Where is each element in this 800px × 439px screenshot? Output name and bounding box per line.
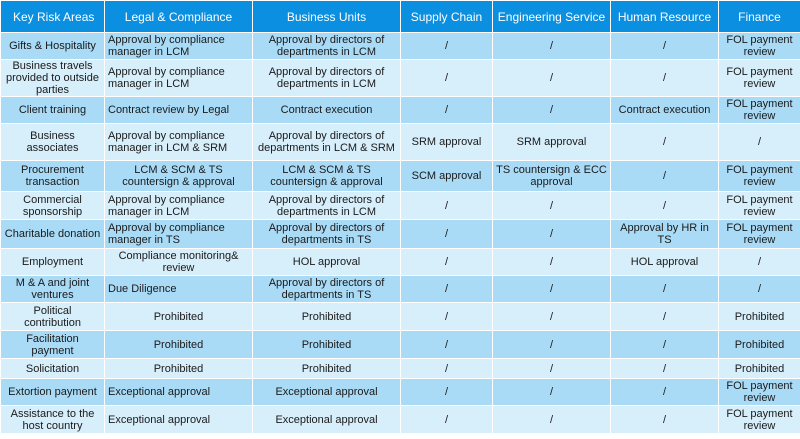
header-engineering-service: Engineering Service [493,1,611,33]
cell-legal-compliance: Due Diligence [105,276,253,303]
cell-engineering-service: / [493,379,611,406]
cell-finance: FOL payment review [719,220,800,249]
cell-business-units: Prohibited [253,331,401,359]
cell-engineering-service: / [493,220,611,249]
cell-business-units: Exceptional approval [253,406,401,434]
cell-human-resource: / [611,359,719,379]
table-row [1,97,800,124]
cell-business-units: Prohibited [253,303,401,331]
cell-supply-chain: / [401,331,493,359]
cell-human-resource: / [611,303,719,331]
cell-risk-area: Assistance to the host country [1,406,105,434]
cell-supply-chain: / [401,379,493,406]
table-row [1,161,800,192]
cell-engineering-service: / [493,331,611,359]
cell-supply-chain: / [401,220,493,249]
cell-supply-chain: SRM approval [401,124,493,161]
cell-legal-compliance: Approval by compliance manager in TS [105,220,253,249]
cell-supply-chain: / [401,33,493,60]
cell-human-resource: / [611,331,719,359]
cell-risk-area: Procurement transaction [1,161,105,192]
cell-business-units: Approval by directors of departments in TS [253,276,401,303]
cell-engineering-service: / [493,33,611,60]
cell-legal-compliance: Approval by compliance manager in LCM & SRM [105,124,253,161]
table-row [1,359,800,379]
header-supply-chain: Supply Chain [401,1,493,33]
cell-finance: FOL payment review [719,60,800,97]
cell-legal-compliance: Contract review by Legal [105,97,253,124]
cell-engineering-service: SRM approval [493,124,611,161]
cell-human-resource: / [611,276,719,303]
cell-legal-compliance: LCM & SCM & TS countersign & approval [105,161,253,192]
cell-supply-chain: / [401,97,493,124]
cell-risk-area: M & A and joint ventures [1,276,105,303]
header-human-resource: Human Resource [611,1,719,33]
header-business-units: Business Units [253,1,401,33]
cell-risk-area: Business associates [1,124,105,161]
cell-risk-area: Commercial sponsorship [1,192,105,220]
cell-risk-area: Business travels provided to outside parties [1,60,105,97]
cell-legal-compliance: Prohibited [105,359,253,379]
cell-human-resource: / [611,124,719,161]
cell-engineering-service: / [493,303,611,331]
cell-business-units: HOL approval [253,249,401,276]
cell-business-units: Exceptional approval [253,379,401,406]
cell-finance: / [719,249,800,276]
cell-risk-area: Gifts & Hospitality [1,33,105,60]
cell-risk-area: Extortion payment [1,379,105,406]
cell-supply-chain: / [401,249,493,276]
cell-supply-chain: / [401,406,493,434]
table-row [1,124,800,161]
cell-finance: FOL payment review [719,161,800,192]
cell-legal-compliance: Compliance monitoring& review [105,249,253,276]
cell-risk-area: Charitable donation [1,220,105,249]
table-row [1,379,800,406]
cell-business-units: Prohibited [253,359,401,379]
table-row [1,331,800,359]
table-row [1,220,800,249]
cell-supply-chain: SCM approval [401,161,493,192]
table-row [1,192,800,220]
cell-supply-chain: / [401,192,493,220]
cell-human-resource: / [611,406,719,434]
cell-business-units: Approval by directors of departments in LCM [253,33,401,60]
cell-human-resource: / [611,60,719,97]
cell-finance: FOL payment review [719,33,800,60]
cell-legal-compliance: Approval by compliance manager in LCM [105,60,253,97]
cell-finance: / [719,124,800,161]
cell-engineering-service: TS countersign & ECC approval [493,161,611,192]
cell-risk-area: Political contribution [1,303,105,331]
header-key-risk-areas: Key Risk Areas [1,1,105,33]
cell-engineering-service: / [493,359,611,379]
cell-legal-compliance: Exceptional approval [105,379,253,406]
cell-finance: Prohibited [719,331,800,359]
cell-finance: FOL payment review [719,192,800,220]
cell-engineering-service: / [493,192,611,220]
cell-supply-chain: / [401,359,493,379]
cell-human-resource: / [611,192,719,220]
cell-legal-compliance: Prohibited [105,331,253,359]
cell-finance: Prohibited [719,303,800,331]
cell-risk-area: Solicitation [1,359,105,379]
cell-engineering-service: / [493,249,611,276]
table-header-row [1,1,800,33]
cell-supply-chain: / [401,276,493,303]
cell-legal-compliance: Approval by compliance manager in LCM [105,192,253,220]
cell-engineering-service: / [493,60,611,97]
cell-finance: / [719,276,800,303]
cell-supply-chain: / [401,303,493,331]
table-row [1,406,800,434]
cell-risk-area: Client training [1,97,105,124]
cell-legal-compliance: Approval by compliance manager in LCM [105,33,253,60]
cell-business-units: Approval by directors of departments in LCM [253,192,401,220]
cell-human-resource: HOL approval [611,249,719,276]
cell-legal-compliance: Exceptional approval [105,406,253,434]
cell-human-resource: / [611,33,719,60]
cell-human-resource: Approval by HR in TS [611,220,719,249]
cell-risk-area: Facilitation payment [1,331,105,359]
cell-business-units: Approval by directors of departments in TS [253,220,401,249]
table-row [1,303,800,331]
cell-human-resource: Contract execution [611,97,719,124]
cell-business-units: Contract execution [253,97,401,124]
cell-finance: FOL payment review [719,406,800,434]
cell-finance: Prohibited [719,359,800,379]
cell-engineering-service: / [493,276,611,303]
cell-risk-area: Employment [1,249,105,276]
cell-human-resource: / [611,161,719,192]
table-row [1,276,800,303]
header-finance: Finance [719,1,800,33]
cell-legal-compliance: Prohibited [105,303,253,331]
cell-engineering-service: / [493,406,611,434]
header-legal-compliance: Legal & Compliance [105,1,253,33]
cell-supply-chain: / [401,60,493,97]
table-row [1,33,800,60]
cell-business-units: Approval by directors of departments in LCM [253,60,401,97]
cell-business-units: LCM & SCM & TS countersign & approval [253,161,401,192]
table-row [1,60,800,97]
cell-human-resource: / [611,379,719,406]
cell-engineering-service: / [493,97,611,124]
cell-finance: FOL payment review [719,379,800,406]
cell-business-units: Approval by directors of departments in LCM & SRM [253,124,401,161]
table-row [1,249,800,276]
cell-finance: FOL payment review [719,97,800,124]
